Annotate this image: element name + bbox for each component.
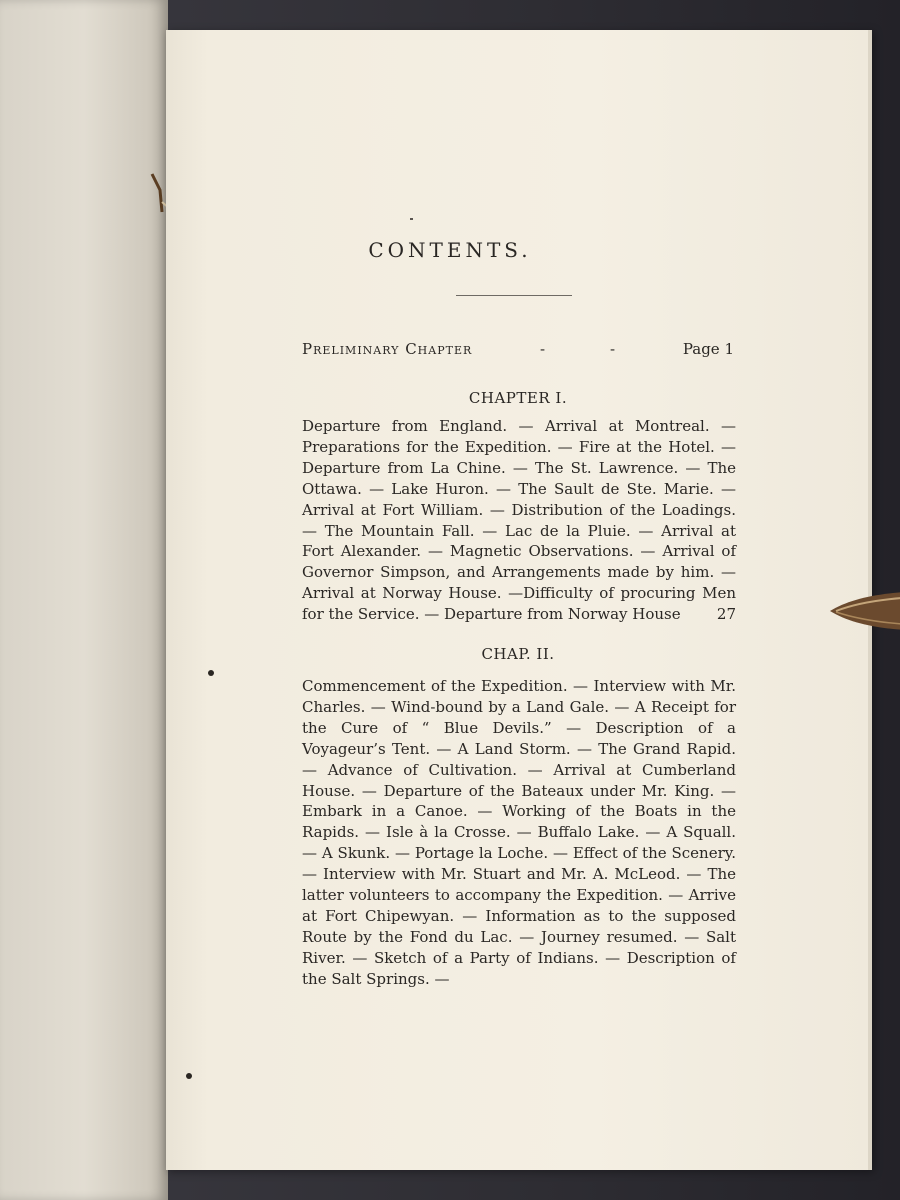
preliminary-page-ref: Page 1: [682, 340, 734, 358]
chapter-2-summary: [302, 676, 736, 990]
binding-hole: [186, 1073, 192, 1079]
title-rule: [456, 295, 572, 296]
page-title: CONTENTS.: [368, 238, 532, 262]
chapter-1-summary-text: Departure from England. — Arrival at Montreal. — Preparations for the Expedition. — Fire at the Hotel. — Departure from La Chine. — The St. Lawrence. — The Ottawa. — Lake Huron. — The Sault de Ste. Marie. — Arrival at Fort William. — Distribution of the Loadings. — The Mountain Fall. — Lac de la Pluie. — Arrival at Fort Alexander. — Magnetic Observations. — Arrival of Governor Simpson, and Arrangements made by him. — Arrival at Norway House. —Difficulty of procuring Men for the Service. — Departure from Norway House: [302, 417, 736, 624]
left-page-blank: [0, 0, 168, 1200]
toc-preliminary-entry: [302, 340, 734, 358]
chapter-2-summary-text: Commencement of the Expedition. — Interview with Mr. Charles. — Wind-bound by a Land Gale. — A Receipt for the Cure of “ Blue Devils.” — Description of a Voyageur’s Tent. — A Land Storm. — The Grand Rapid. — Advance of Cultivation. — Arrival at Cumberland House. — Departure of the Bateaux under Mr. King. — Embark in a Canoe. — Working of the Boats in the Rapids. — Isle à la Crosse. — Buffalo Lake. — A Squall. — A Skunk. — Portage la Loche. — Effect of the Scenery. — Interview with Mr. Stuart and Mr. A. McLeod. — The latter volunteers to accompany the Expedition. — Arrive at Fort Chipewyan. — Information as to the supposed Route by the Fond du Lac. — Journey resumed. — Salt River. — Sketch of a Party of Indians. — Description of the Salt Springs. —: [302, 677, 736, 988]
leader-dash: -: [540, 340, 546, 358]
preliminary-label: Preliminary Chapter: [302, 340, 473, 358]
leader-dash: -: [610, 340, 616, 358]
binding-hole: [208, 670, 214, 676]
chapter-2-heading: CHAP. II.: [481, 645, 555, 663]
chapter-1-summary: [302, 416, 736, 625]
bookmark-icon: [828, 590, 900, 632]
chapter-1-page-ref: 27: [716, 605, 736, 624]
chapter-1-heading: CHAPTER I.: [468, 389, 568, 407]
printer-mark: [410, 218, 413, 220]
